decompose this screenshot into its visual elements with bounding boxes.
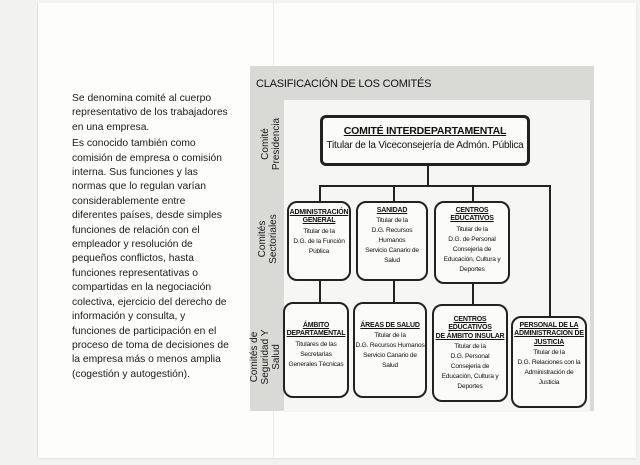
connector-drop-2 (393, 185, 395, 202)
box-desc-line: Titulares de las (295, 340, 337, 348)
box-desc-line: Titular de la (303, 227, 335, 235)
box-desc-line: Educación, Cultura y (443, 255, 501, 263)
box-description: Titular de la Viceconsejería de Admón. Pública (326, 140, 524, 151)
box-desc-line: Salud (384, 257, 400, 265)
centros-educativos-box (434, 201, 510, 284)
row-label-line: Presidencia (271, 117, 282, 171)
connector-drop-1 (319, 185, 321, 202)
areas-de-salud-box (353, 302, 427, 398)
box-desc-line: D.G. de Personal (448, 235, 496, 243)
ambito-departamental-box (283, 302, 349, 398)
box-desc-line: D.G. Recursos Humanos (355, 342, 425, 350)
box-desc-line: Humanos (378, 237, 406, 245)
centros-educativos-insular-box (432, 304, 508, 402)
connector-drop-3 (472, 185, 474, 202)
row-label-line: Comités (257, 220, 268, 258)
box-desc-line: Administración de (524, 369, 574, 377)
body-text (72, 92, 232, 384)
box-desc-line: Titular de la (454, 343, 486, 351)
box-desc-line: D.G. de la Función (293, 237, 345, 245)
box-title-line: DE ÁMBITO INSULAR (435, 332, 505, 340)
row-label-presidencia (260, 114, 282, 174)
box-desc-line: Consejería de (450, 363, 490, 371)
diagram-title: CLASIFICACIÓN DE LOS COMITÉS (256, 78, 432, 90)
box-title-line: CENTROS EDUCATIVOS (450, 207, 494, 223)
box-desc-line: Generales Técnicas (288, 360, 344, 368)
connector-top-stem (427, 166, 429, 186)
box-title-line: GENERAL (302, 217, 336, 225)
box-desc-line: Deportes (459, 265, 485, 273)
row-label-line: Sectoriales (268, 214, 279, 264)
box-desc-line: Salud (382, 362, 398, 370)
row-label-line: Comités de (249, 331, 260, 383)
box-desc-line: D.G. Relaciones con la (517, 359, 581, 367)
box-title-line: SANIDAD (376, 207, 408, 214)
box-title-line: ADMINISTRACIÓN (289, 209, 349, 216)
box-title-line: JUSTICIA (533, 338, 565, 346)
row-label-sectoriales (257, 207, 279, 271)
sanidad-box (356, 201, 428, 281)
box-desc-line: Titular de la (374, 332, 406, 340)
box-desc-line: Servicio Canario de (365, 247, 419, 255)
box-title: COMITÉ INTERDEPARTAMENTAL (343, 125, 507, 137)
box-desc-line: Titular de la (376, 217, 408, 225)
box-desc-line: Pública (308, 247, 330, 255)
box-title-line: DEPARTAMENTAL (286, 330, 346, 338)
connector-mid-2 (393, 280, 395, 302)
paragraph-description: Es conocido también como comisión de empresa o comisión interna. Sus funciones y las normas que lo regulan varían considerablemente entre diferentes países, desde simples funciones de relación con el empleador y resolución de pequeños conflictos, hasta funciones representativas o compartidas en la negociación colectiva, ejercicio del derecho de información y consulta, y funciones de participación en el proceso de toma de decisiones de la empresa más o menos amplia (cogestión y autogestión). (72, 138, 229, 380)
box-desc-line: Deportes (457, 383, 483, 391)
box-desc-line: Educación, Cultura y (441, 373, 499, 381)
box-title-line: ADMINISTRACIÓN DE (514, 330, 584, 338)
row-label-line: Comité (260, 128, 271, 160)
box-desc-line: Secretarías (300, 350, 332, 358)
box-title-line: ÁMBITO (302, 322, 330, 329)
connector-mid-1 (319, 280, 321, 302)
row-label-line: Salud (271, 344, 282, 370)
box-title-line: ÁREAS DE SALUD (360, 322, 420, 329)
box-desc-line: Titular de la (533, 349, 565, 357)
row-label-seguridad (249, 313, 283, 401)
box-desc-line: D.G. Recursos (371, 227, 413, 235)
paragraph-definition: Se denomina comité al cuerpo representativo de los trabajadores en una empresa. (72, 93, 228, 133)
row-label-line: Seguridad Y (260, 329, 271, 385)
connector-mid-3 (472, 283, 474, 305)
comite-interdepartamental-box (320, 115, 530, 166)
connector-drop-4 (549, 185, 551, 317)
box-title-line: CENTROS EDUCATIVOS (448, 316, 492, 332)
administracion-general-box (287, 201, 351, 281)
connector-horizontal-bus (319, 185, 551, 187)
personal-administracion-justicia-box (511, 316, 587, 408)
box-desc-line: D.G. Personal (450, 353, 490, 361)
box-desc-line: Servicio Canario de (363, 352, 417, 360)
box-desc-line: Justicia (538, 379, 560, 387)
box-desc-line: Consejería de (452, 245, 492, 253)
box-title-line: PERSONAL DE LA (519, 322, 579, 329)
box-desc-line: Titular de la (456, 225, 488, 233)
